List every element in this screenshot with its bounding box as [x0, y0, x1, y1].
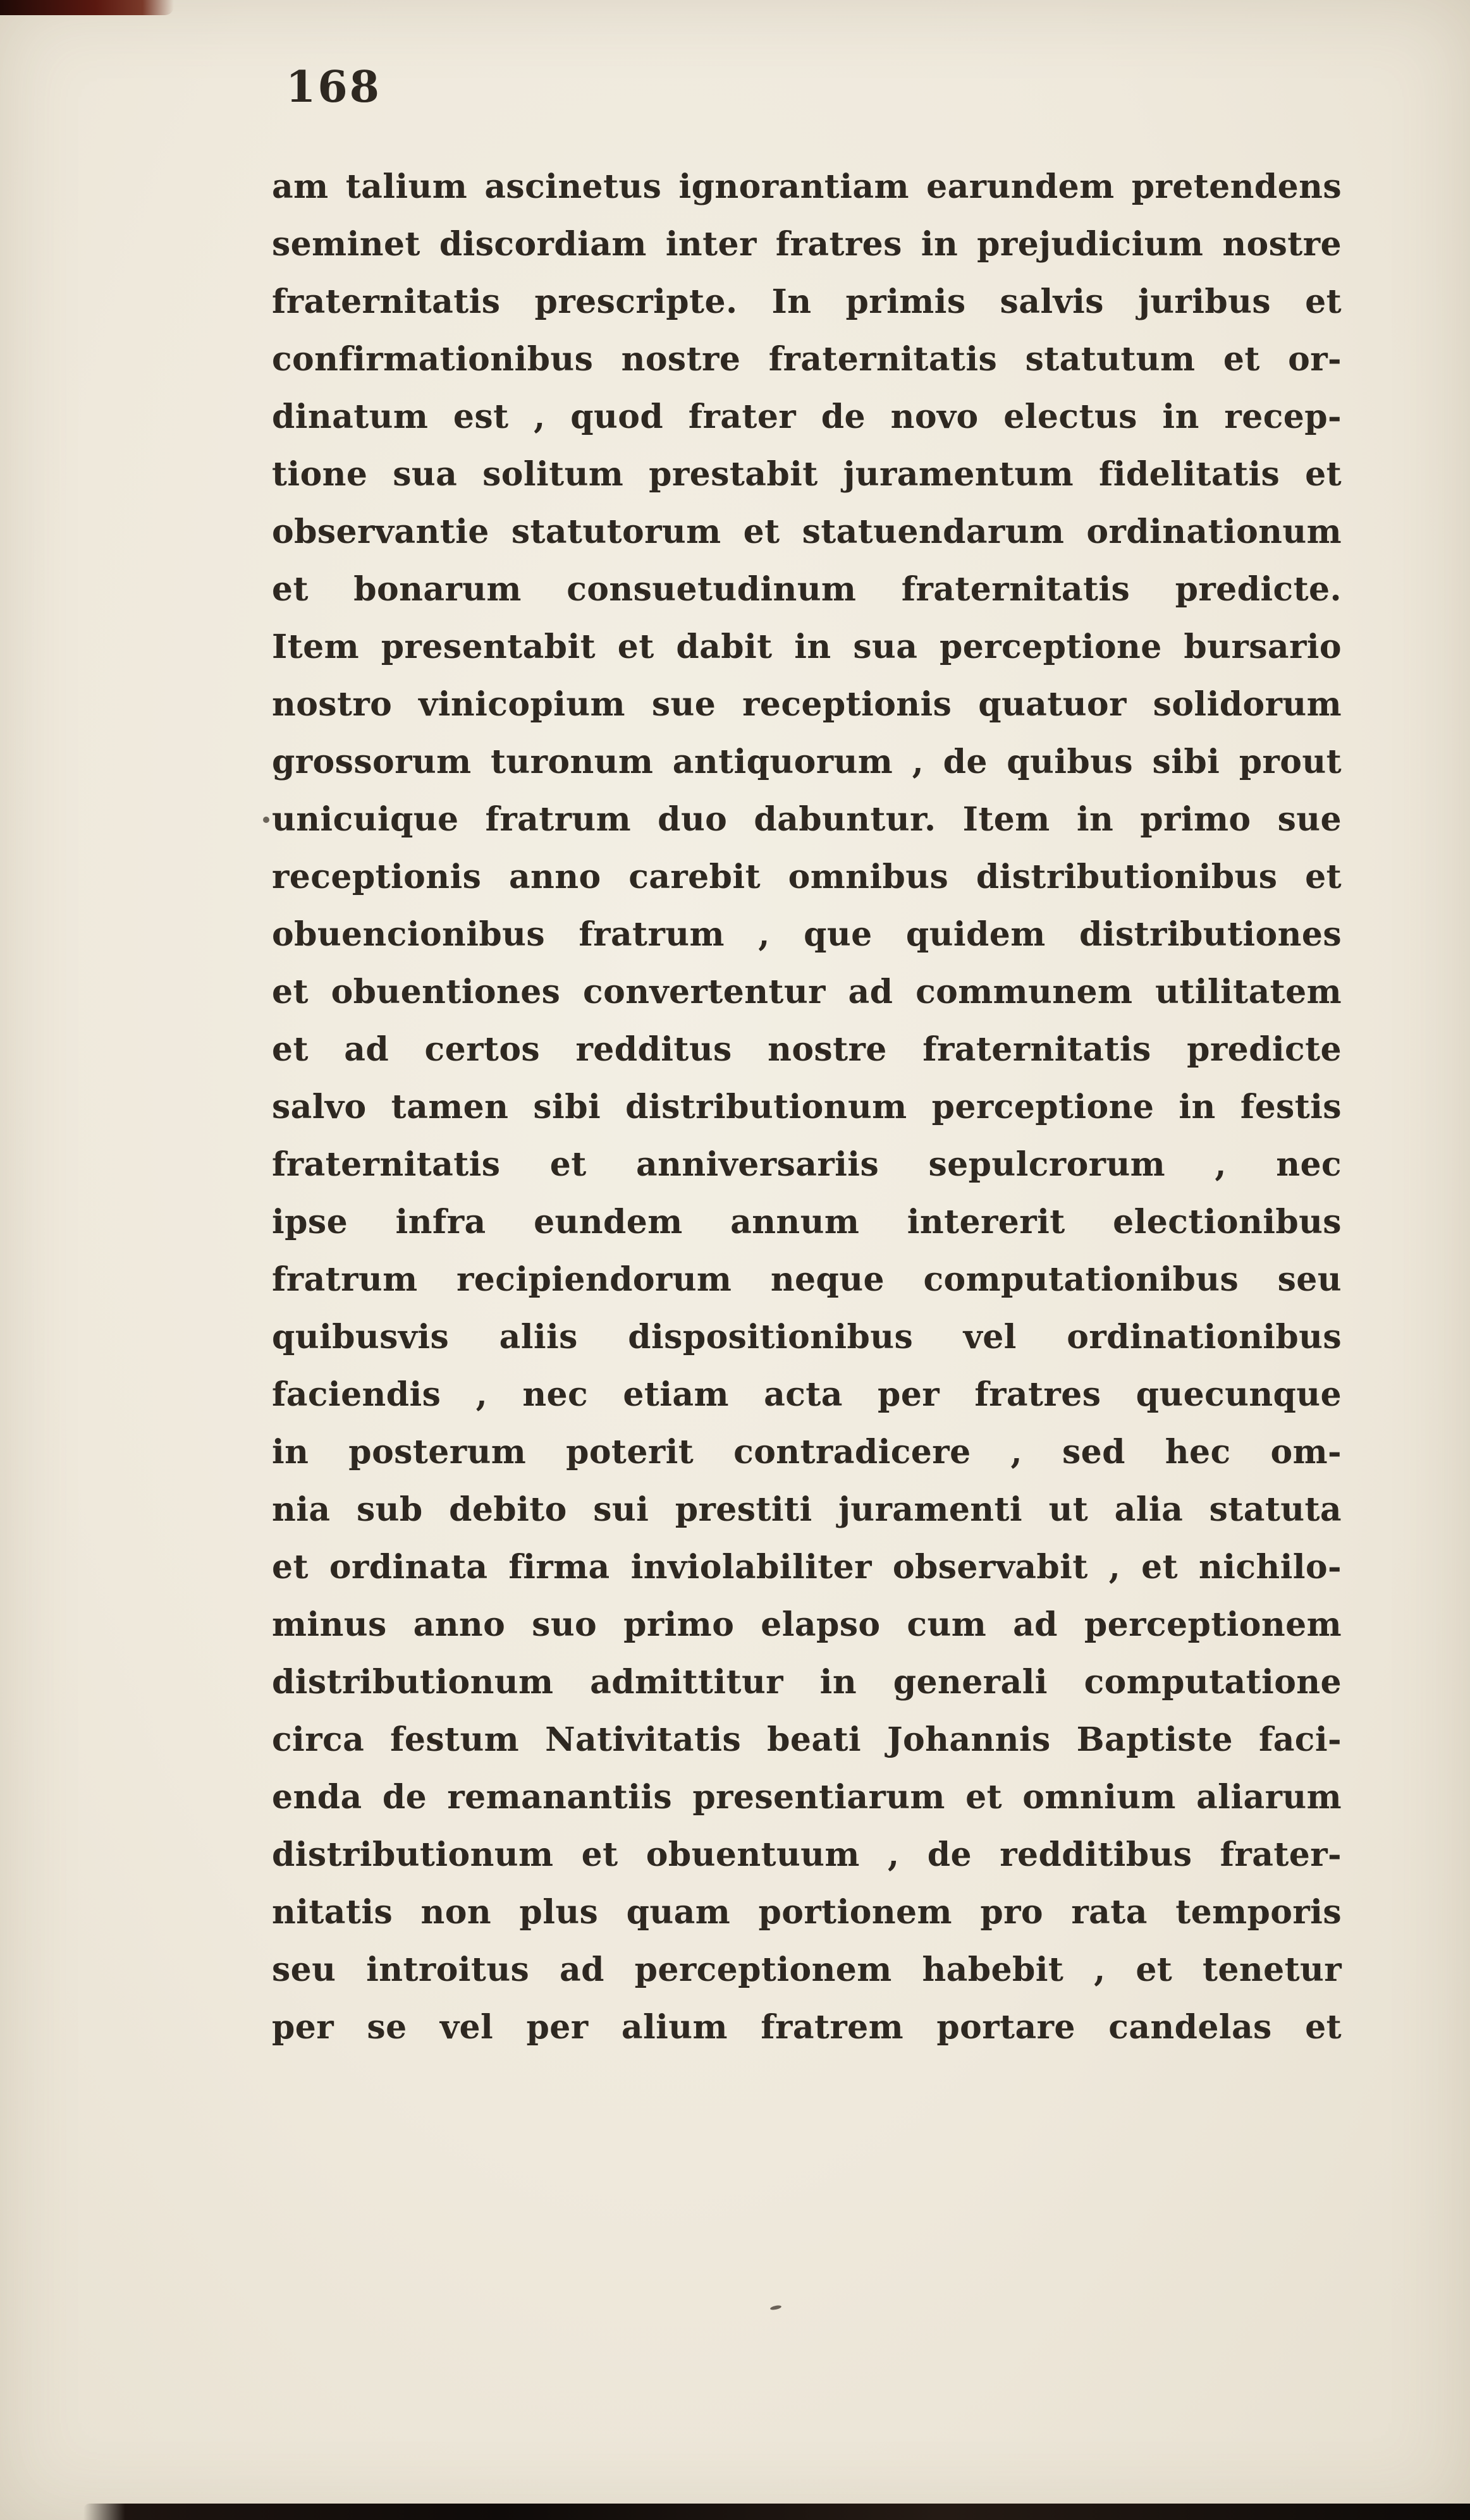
text-line: faciendis , nec etiam acta per fratres quecunque: [272, 1375, 1342, 1414]
text-line: tione sua solitum prestabit juramentum fidelitatis et: [272, 455, 1342, 494]
text-line: confirmationibus nostre fraternitatis statutum et or-: [272, 340, 1342, 379]
text-line: obuencionibus fratrum , que quidem distributiones: [272, 915, 1342, 954]
text-line: ipse infra eundem annum intererit electionibus: [272, 1203, 1342, 1241]
text-line: fraternitatis et anniversariis sepulcrorum , nec: [272, 1145, 1342, 1184]
text-line: et ad certos redditus nostre fraternitatis predicte: [272, 1030, 1342, 1069]
text-line: nostro vinicopium sue receptionis quatuor solidorum: [272, 685, 1342, 724]
scan-artifact-bottom: [83, 2504, 1470, 2520]
text-line: minus anno suo primo elapso cum ad perceptionem: [272, 1605, 1342, 1644]
text-line: quibusvis aliis dispositionibus vel ordinationibus: [272, 1318, 1342, 1356]
text-line: enda de remanantiis presentiarum et omnium aliarum: [272, 1778, 1342, 1817]
text-line: et bonarum consuetudinum fraternitatis predicte.: [272, 570, 1342, 609]
page-number: 168: [286, 62, 381, 113]
text-line: seu introitus ad perceptionem habebit , et tenetur: [272, 1951, 1342, 1989]
scan-stray-mark: [770, 2304, 782, 2311]
text-line: am talium ascinetus ignorantiam earundem pretendens: [272, 167, 1342, 206]
text-line: receptionis anno carebit omnibus distributionibus et: [272, 858, 1342, 896]
text-line: salvo tamen sibi distributionum perceptione in festis: [272, 1088, 1342, 1126]
text-line: dinatum est , quod frater de novo electus in recep-: [272, 398, 1342, 436]
text-line: fraternitatis prescripte. In primis salvis juribus et: [272, 283, 1342, 321]
scan-artifact-top: [0, 0, 174, 15]
text-line: circa festum Nativitatis beati Johannis Baptiste faci-: [272, 1720, 1342, 1759]
text-line: in posterum poterit contradicere , sed hec om-: [272, 1433, 1342, 1471]
text-line: nia sub debito sui prestiti juramenti ut alia statuta: [272, 1490, 1342, 1529]
text-line: seminet discordiam inter fratres in prejudicium nostre: [272, 225, 1342, 264]
text-line: distributionum et obuentuum , de redditibus frater-: [272, 1835, 1342, 1874]
text-line: nitatis non plus quam portionem pro rata temporis: [272, 1893, 1342, 1932]
text-line: unicuique fratrum duo dabuntur. Item in primo sue: [272, 800, 1342, 839]
text-line: Item presentabit et dabit in sua perceptione bursario: [272, 628, 1342, 666]
text-line: grossorum turonum antiquorum , de quibus sibi prout: [272, 743, 1342, 781]
ink-speck: [263, 817, 269, 823]
text-line: et ordinata firma inviolabiliter observabit , et nichilo-: [272, 1548, 1342, 1586]
text-line: per se vel per alium fratrem portare candelas et: [272, 2008, 1342, 2047]
text-line: fratrum recipiendorum neque computationibus seu: [272, 1260, 1342, 1299]
page-text: [272, 158, 1342, 2056]
text-line: distributionum admittitur in generali computatione: [272, 1663, 1342, 1701]
text-line: et obuentiones convertentur ad communem utilitatem: [272, 973, 1342, 1011]
text-line: observantie statutorum et statuendarum ordinationum: [272, 513, 1342, 551]
